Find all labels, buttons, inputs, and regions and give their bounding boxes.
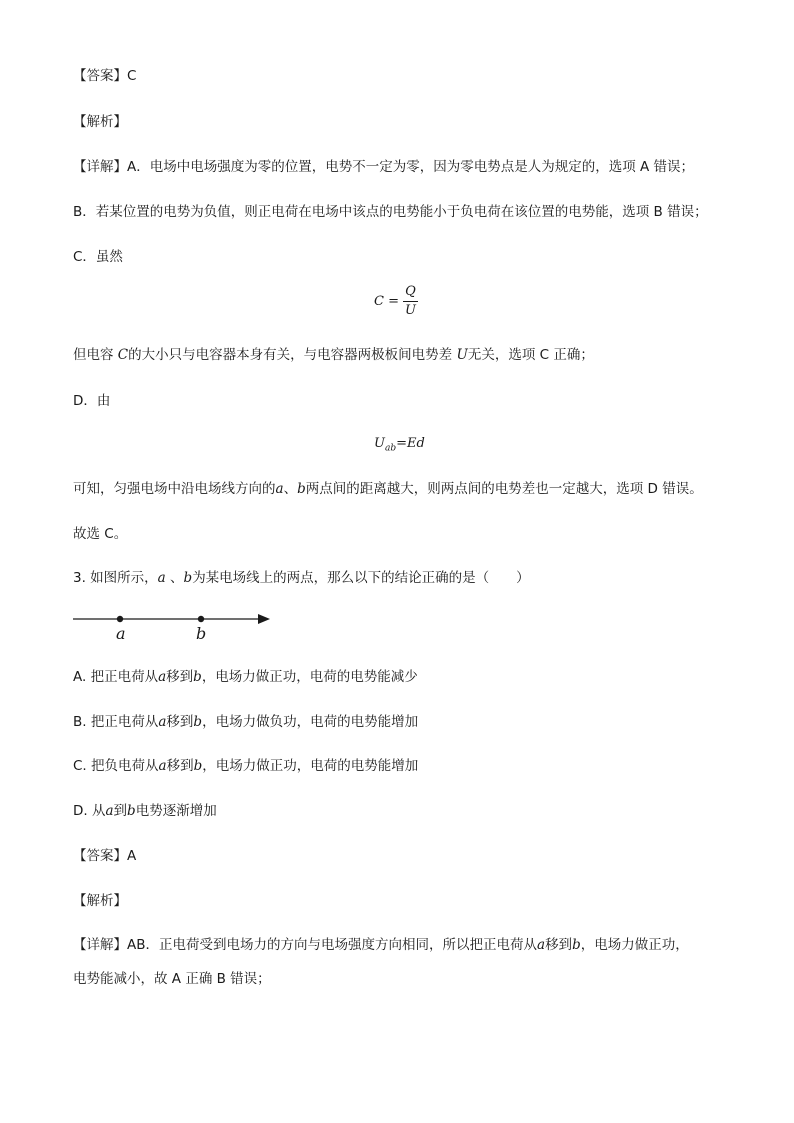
analysis-label: 【解析】 bbox=[73, 893, 127, 909]
var-a: a bbox=[157, 570, 166, 586]
text-segment: ，电场力做正功，电荷的电势能增加 bbox=[202, 758, 419, 774]
var-b: b bbox=[127, 803, 136, 819]
text-segment: 可知，匀强电场中沿电场线方向的 bbox=[73, 481, 276, 497]
text-segment: 到 bbox=[113, 803, 128, 819]
text-segment: 移到 bbox=[166, 714, 194, 730]
point-b-dot bbox=[198, 616, 204, 622]
text-segment: B. 把正电荷从 bbox=[73, 714, 159, 730]
formula-fraction bbox=[403, 285, 418, 318]
text-segment: ，电场力做负功，电荷的电势能增加 bbox=[202, 714, 419, 730]
conclusion-line bbox=[73, 480, 703, 498]
formula-capacitance bbox=[374, 285, 418, 318]
text-segment: 3. 如图所示， bbox=[73, 570, 158, 586]
var-b: b bbox=[183, 570, 193, 586]
text-segment: 为某电场线上的两点，那么以下的结论正确的是（ ） bbox=[192, 570, 530, 586]
formula-u: U bbox=[374, 436, 385, 451]
text-segment: 但电容 bbox=[73, 347, 118, 363]
point-a-dot bbox=[117, 616, 123, 622]
text-segment: D. 从 bbox=[73, 803, 106, 819]
formula-equals: = bbox=[383, 294, 404, 309]
text-segment: 移到 bbox=[545, 937, 573, 953]
var-u: U bbox=[456, 347, 468, 363]
field-line-figure bbox=[70, 608, 280, 644]
detail-line-c-explain bbox=[73, 346, 594, 364]
text-segment: C. 把负电荷从 bbox=[73, 758, 159, 774]
point-a-label: a bbox=[116, 624, 126, 643]
var-a: a bbox=[537, 937, 546, 953]
text-segment: 电势逐渐增加 bbox=[135, 803, 217, 819]
text-segment: 移到 bbox=[166, 758, 194, 774]
var-a: a bbox=[275, 481, 284, 497]
detail-line-a: 【详解】A．电场中电场强度为零的位置，电势不一定为零，因为零电势点是人为规定的，选项 A 错误； bbox=[73, 159, 695, 175]
var-b: b bbox=[572, 937, 581, 953]
var-b: b bbox=[193, 758, 203, 774]
text-segment: ，电场力做正功，电荷的电势能减少 bbox=[201, 669, 418, 685]
option-d bbox=[73, 802, 217, 820]
question-3 bbox=[73, 569, 530, 587]
detail-line-b: B．若某位置的电势为负值，则正电荷在电场中该点的电势能小于负电荷在该位置的电势能，选项 B 错误； bbox=[73, 204, 708, 220]
var-c: C bbox=[117, 347, 129, 363]
var-b: b bbox=[193, 669, 202, 685]
var-b: b bbox=[297, 481, 306, 497]
detail-line-ab bbox=[73, 936, 689, 954]
detail-line-c: C．虽然 bbox=[73, 249, 123, 265]
answer-label: 【答案】C bbox=[73, 68, 137, 84]
text-segment: 无关，选项 C 正确； bbox=[467, 347, 594, 363]
var-a: a bbox=[105, 803, 114, 819]
formula-denominator: U bbox=[404, 303, 416, 318]
text-segment: 、 bbox=[283, 481, 298, 497]
var-a: a bbox=[158, 758, 167, 774]
text-segment: 【详解】AB．正电荷受到电场力的方向与电场强度方向相同，所以把正电荷从 bbox=[73, 937, 537, 953]
arrow-head-icon bbox=[258, 614, 270, 624]
formula-lhs: C bbox=[374, 294, 384, 309]
text-segment: 的大小只与电容器本身有关，与电容器两极板间电势差 bbox=[128, 347, 457, 363]
choice-line: 故选 C。 bbox=[73, 526, 128, 542]
option-c bbox=[73, 757, 418, 775]
text-segment: 移到 bbox=[166, 669, 194, 685]
text-segment: ，电场力做正功， bbox=[580, 937, 689, 953]
var-a: a bbox=[158, 669, 167, 685]
text-segment: 、 bbox=[165, 570, 184, 586]
formula-rest: =Ed bbox=[396, 436, 425, 451]
point-b-label: b bbox=[196, 624, 207, 643]
formula-potential bbox=[374, 436, 425, 454]
analysis-label: 【解析】 bbox=[73, 114, 127, 130]
var-b: b bbox=[193, 714, 203, 730]
formula-numerator: Q bbox=[403, 285, 418, 302]
answer-label: 【答案】A bbox=[73, 848, 137, 864]
option-a bbox=[73, 668, 418, 686]
formula-sub: ab bbox=[384, 443, 397, 454]
text-segment: A. 把正电荷从 bbox=[73, 669, 159, 685]
detail-line-d: D．由 bbox=[73, 393, 111, 409]
text-segment: 两点间的距离越大，则两点间的电势差也一定越大，选项 D 错误。 bbox=[305, 481, 703, 497]
var-a: a bbox=[158, 714, 167, 730]
option-b bbox=[73, 713, 418, 731]
detail-line-ab-cont: 电势能减小，故 A 正确 B 错误； bbox=[73, 971, 271, 987]
